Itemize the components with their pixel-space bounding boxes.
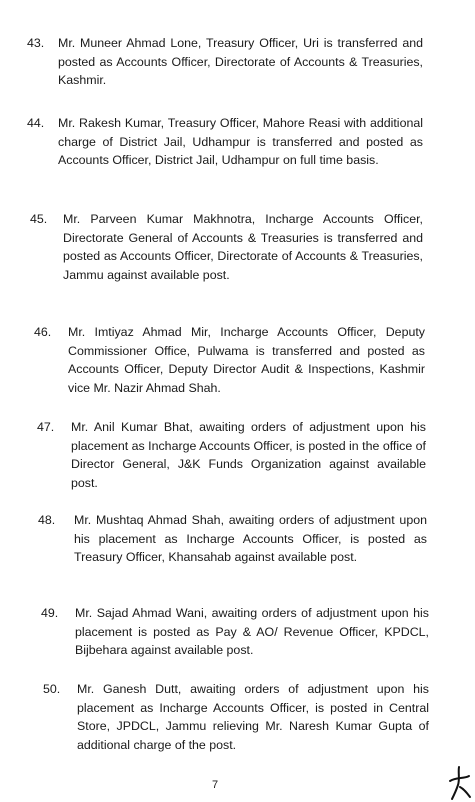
item-number: 49. [41, 606, 59, 620]
item-text: Mr. Imtiyaz Ahmad Mir, Incharge Accounts Officer, Deputy Commissioner Office, Pulwama is transferred and posted as Accounts Officer, Deputy Director Audit & Inspections, Kashmir vice Mr. Nazir Ahmad Shah. [68, 325, 425, 395]
item-text: Mr. Mushtaq Ahmad Shah, awaiting orders of adjustment upon his placement as Incharge Accounts Officer, is posted as Treasury Officer, Khansahab against available post. [74, 513, 427, 565]
page-number: 7 [212, 779, 219, 791]
item-number: 44. [27, 116, 45, 130]
item-number: 43. [27, 36, 45, 50]
item-text: Mr. Anil Kumar Bhat, awaiting orders of adjustment upon his placement as Incharge Accounts Officer, is posted in the office of Director General, J&K Funds Organization against available post. [71, 420, 426, 490]
item-text: Mr. Muneer Ahmad Lone, Treasury Officer, Uri is transferred and posted as Accounts Officer, Directorate of Accounts & Treasuries, Kashmir. [58, 36, 423, 88]
item-number: 47. [37, 420, 55, 434]
handwritten-signature [446, 765, 472, 801]
item-number: 45. [30, 212, 48, 226]
item-number: 50. [43, 682, 61, 696]
item-text: Mr. Parveen Kumar Makhnotra, Incharge Accounts Officer, Directorate General of Accounts & Treasuries is transferred and posted as Accounts Officer, Directorate of Accounts & Treasuries, Jammu against available post. [63, 212, 423, 282]
item-text: Mr. Ganesh Dutt, awaiting orders of adjustment upon his placement as Incharge Accounts Officer, is posted in Central Store, JPDCL, Jammu relieving Mr. Naresh Kumar Gupta of additional charge of the post. [77, 682, 429, 752]
item-text: Mr. Rakesh Kumar, Treasury Officer, Mahore Reasi with additional charge of District Jail, Udhampur is transferred and posted as Accounts Officer, District Jail, Udhampur on full time basis. [58, 116, 423, 168]
item-number: 46. [34, 325, 52, 339]
item-text: Mr. Sajad Ahmad Wani, awaiting orders of adjustment upon his placement is posted as Pay & AO/ Revenue Officer, KPDCL, Bijbehara against available post. [75, 606, 429, 658]
item-number: 48. [38, 513, 56, 527]
